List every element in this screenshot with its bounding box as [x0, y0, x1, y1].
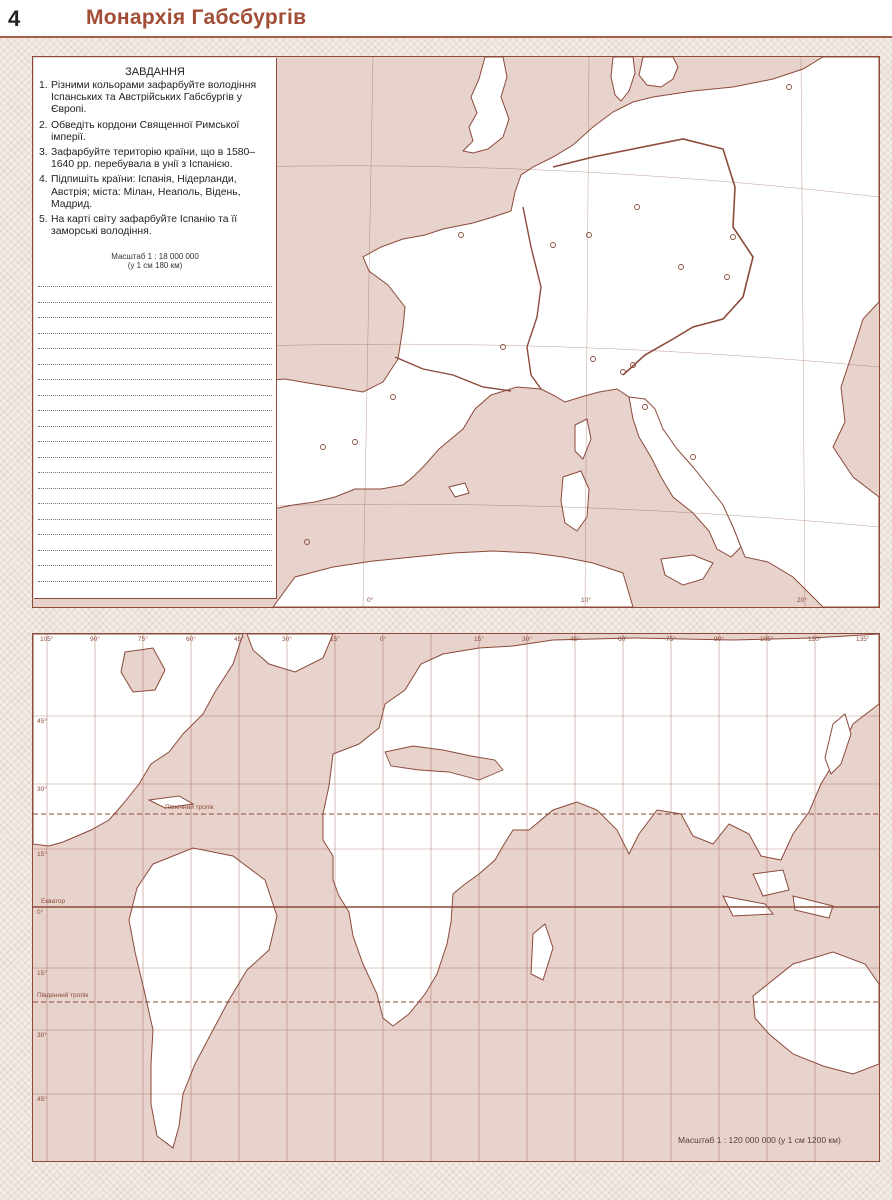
task-text: Зафарбуйте територію країни, що в 1580–1640 рр. перебувала в унії з Іспанією. — [51, 147, 256, 171]
task-text: На карті світу зафарбуйте Іспанію та її заморські володіння. — [51, 214, 238, 238]
world-lon-label: 15° — [474, 636, 484, 643]
world-lon-label: 90° — [90, 636, 100, 643]
answer-line[interactable] — [38, 503, 272, 504]
answer-line[interactable] — [38, 286, 272, 287]
task-item — [39, 80, 275, 117]
task-item — [39, 214, 275, 238]
world-lon-label: 30° — [282, 636, 292, 643]
task-text: Різними кольорами зафарбуйте володіння Іспанських та Австрійських Габсбургів у Європі. — [51, 80, 257, 116]
page-header — [0, 0, 892, 38]
task-number: 3. — [39, 147, 48, 159]
world-lon-label: 75° — [666, 636, 676, 643]
page-title: Монархія Габсбургів — [86, 6, 307, 29]
world-lat-label: 45° — [37, 1096, 47, 1103]
answer-line[interactable] — [38, 364, 272, 365]
answer-line[interactable] — [38, 457, 272, 458]
world-lon-label: 15° — [330, 636, 340, 643]
world-lat-label: 15° — [37, 970, 47, 977]
world-lon-label: 105° — [40, 636, 54, 643]
answer-line[interactable] — [38, 441, 272, 442]
answer-line[interactable] — [38, 348, 272, 349]
tropic-south-label: Південний тропік — [37, 992, 89, 999]
world-lat-label: 30° — [37, 1032, 47, 1039]
tropic-north-label: Північний тропік — [165, 804, 214, 811]
world-lat-label: 30° — [37, 786, 47, 793]
equator-label: Екватор — [41, 898, 66, 905]
europe-map — [32, 56, 880, 608]
tasks-title: ЗАВДАННЯ — [125, 66, 185, 78]
task-panel — [34, 58, 277, 599]
task-text: Підпишіть країни: Іспанія, Нідерланди, Австрія; міста: Мілан, Неаполь, Відень, Мадрид. — [51, 174, 241, 210]
europe-lon-label: 0° — [367, 597, 374, 604]
world-lon-label: 0° — [380, 636, 387, 643]
task-number: 4. — [39, 174, 48, 186]
task-list — [39, 80, 275, 241]
answer-line[interactable] — [38, 333, 272, 334]
world-map — [32, 633, 880, 1162]
answer-line[interactable] — [38, 565, 272, 566]
world-lon-label: 105° — [760, 636, 774, 643]
answer-line[interactable] — [38, 550, 272, 551]
world-lon-label: 30° — [522, 636, 532, 643]
europe-scale-note: (у 1 см 180 км) — [127, 261, 183, 270]
answer-line[interactable] — [38, 426, 272, 427]
answer-line[interactable] — [38, 395, 272, 396]
page-number: 4 — [8, 6, 21, 31]
world-lat-label: 15° — [37, 851, 47, 858]
task-text: Обведіть кордони Священної Римської імперії. — [51, 119, 240, 143]
world-lon-label: 45° — [570, 636, 580, 643]
world-lat-label: 0° — [37, 909, 44, 916]
world-lon-label: 60° — [186, 636, 196, 643]
answer-line[interactable] — [38, 472, 272, 473]
answer-line[interactable] — [38, 317, 272, 318]
task-number: 1. — [39, 80, 48, 91]
world-scale: Масштаб 1 : 120 000 000 (у 1 см 1200 км) — [678, 1135, 841, 1145]
task-number: 2. — [39, 119, 48, 131]
world-lon-label: 75° — [138, 636, 148, 643]
answer-line[interactable] — [38, 379, 272, 380]
answer-line[interactable] — [38, 519, 272, 520]
world-lon-label: 45° — [234, 636, 244, 643]
world-lon-label: 120° — [808, 636, 822, 643]
europe-scale: Масштаб 1 : 18 000 000 — [111, 252, 199, 261]
task-item — [39, 120, 275, 144]
task-item — [39, 174, 275, 211]
task-item — [39, 147, 275, 171]
europe-lon-label: 10° — [581, 597, 591, 604]
answer-line[interactable] — [38, 581, 272, 582]
answer-line[interactable] — [38, 534, 272, 535]
answer-line[interactable] — [38, 488, 272, 489]
world-lon-label: 60° — [618, 636, 628, 643]
task-number: 5. — [39, 214, 48, 226]
world-lon-label: 90° — [714, 636, 724, 643]
world-map-drawing — [33, 634, 879, 1161]
europe-lon-label: 20° — [797, 597, 807, 604]
answer-line[interactable] — [38, 302, 272, 303]
world-lon-label: 135° — [856, 636, 870, 643]
world-lat-label: 45° — [37, 718, 47, 725]
answer-line[interactable] — [38, 410, 272, 411]
